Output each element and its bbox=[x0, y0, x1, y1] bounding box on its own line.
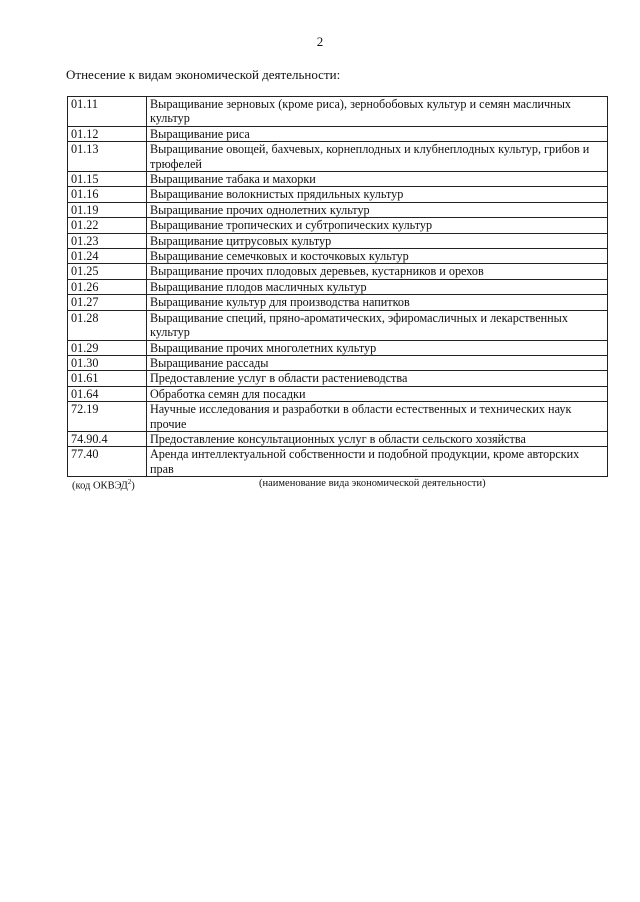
table-row bbox=[68, 355, 608, 370]
table-row bbox=[68, 126, 608, 141]
table-row bbox=[68, 279, 608, 294]
table-row bbox=[68, 172, 608, 187]
okved-code-cell: 01.15 bbox=[68, 172, 147, 187]
page-number: 2 bbox=[316, 34, 324, 49]
code-caption-text: (код ОКВЭД bbox=[72, 480, 128, 492]
table-row bbox=[68, 431, 608, 446]
okved-code-cell: 01.16 bbox=[68, 187, 147, 202]
okved-code-cell: 01.29 bbox=[68, 340, 147, 355]
table-row bbox=[68, 97, 608, 127]
activity-name-cell: Научные исследования и разработки в области естественных и технических наук прочие bbox=[147, 402, 608, 432]
okved-code-cell: 01.64 bbox=[68, 386, 147, 401]
table-row bbox=[68, 202, 608, 217]
activity-name-cell: Выращивание цитрусовых культур bbox=[147, 233, 608, 248]
okved-code-cell: 01.22 bbox=[68, 218, 147, 233]
okved-code-cell: 01.11 bbox=[68, 97, 147, 127]
okved-table-body bbox=[68, 97, 608, 477]
table-row bbox=[68, 402, 608, 432]
activity-name-cell: Выращивание культур для производства напитков bbox=[147, 295, 608, 310]
activity-name-cell: Выращивание специй, пряно-ароматических, эфиромасличных и лекарственных культур bbox=[147, 310, 608, 340]
okved-code-cell: 01.19 bbox=[68, 202, 147, 217]
okved-code-cell: 01.23 bbox=[68, 233, 147, 248]
name-caption: (наименование вида экономической деятельности) bbox=[259, 478, 486, 489]
activity-name-cell: Выращивание прочих многолетних культур bbox=[147, 340, 608, 355]
table-row bbox=[68, 295, 608, 310]
table-row bbox=[68, 249, 608, 264]
okved-code-cell: 77.40 bbox=[68, 447, 147, 477]
activity-name-cell: Выращивание зерновых (кроме риса), зернобобовых культур и семян масличных культур bbox=[147, 97, 608, 127]
activity-name-cell: Аренда интеллектуальной собственности и подобной продукции, кроме авторских прав bbox=[147, 447, 608, 477]
table-row bbox=[68, 233, 608, 248]
code-caption bbox=[72, 478, 135, 492]
table-row bbox=[68, 447, 608, 477]
okved-code-cell: 01.12 bbox=[68, 126, 147, 141]
okved-code-cell: 01.27 bbox=[68, 295, 147, 310]
table-row bbox=[68, 142, 608, 172]
section-heading: Отнесение к видам экономической деятельности: bbox=[66, 67, 341, 82]
table-row bbox=[68, 218, 608, 233]
activity-name-cell: Предоставление консультационных услуг в области сельского хозяйства bbox=[147, 431, 608, 446]
okved-code-cell: 01.28 bbox=[68, 310, 147, 340]
table-row bbox=[68, 340, 608, 355]
okved-table bbox=[67, 96, 608, 477]
okved-code-cell: 01.13 bbox=[68, 142, 147, 172]
table-row bbox=[68, 187, 608, 202]
table-row bbox=[68, 371, 608, 386]
okved-code-cell: 72.19 bbox=[68, 402, 147, 432]
table-row bbox=[68, 310, 608, 340]
table-row bbox=[68, 386, 608, 401]
activity-name-cell: Выращивание плодов масличных культур bbox=[147, 279, 608, 294]
activity-name-cell: Выращивание риса bbox=[147, 126, 608, 141]
activity-name-cell: Выращивание овощей, бахчевых, корнеплодных и клубнеплодных культур, грибов и трюфелей bbox=[147, 142, 608, 172]
code-caption-close: ) bbox=[131, 480, 135, 492]
okved-code-cell: 01.25 bbox=[68, 264, 147, 279]
activity-name-cell: Выращивание табака и махорки bbox=[147, 172, 608, 187]
activity-name-cell: Выращивание тропических и субтропических культур bbox=[147, 218, 608, 233]
activity-name-cell: Выращивание рассады bbox=[147, 355, 608, 370]
activity-name-cell: Обработка семян для посадки bbox=[147, 386, 608, 401]
activity-name-cell: Выращивание семечковых и косточковых культур bbox=[147, 249, 608, 264]
okved-code-cell: 01.26 bbox=[68, 279, 147, 294]
activity-name-cell: Выращивание прочих плодовых деревьев, кустарников и орехов bbox=[147, 264, 608, 279]
activity-name-cell: Предоставление услуг в области растениеводства bbox=[147, 371, 608, 386]
okved-code-cell: 01.61 bbox=[68, 371, 147, 386]
okved-code-cell: 01.24 bbox=[68, 249, 147, 264]
okved-code-cell: 74.90.4 bbox=[68, 431, 147, 446]
code-caption-footnote: 2 bbox=[127, 478, 132, 486]
table-row bbox=[68, 264, 608, 279]
okved-code-cell: 01.30 bbox=[68, 355, 147, 370]
activity-name-cell: Выращивание волокнистых прядильных культур bbox=[147, 187, 608, 202]
activity-name-cell: Выращивание прочих однолетних культур bbox=[147, 202, 608, 217]
